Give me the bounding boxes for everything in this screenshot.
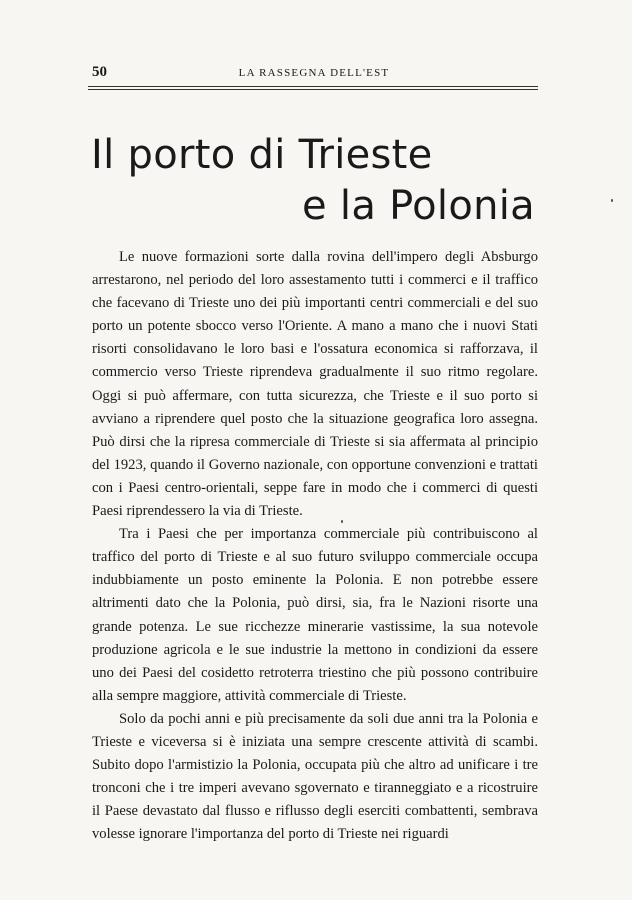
paragraph-1: Le nuove formazioni sorte dalla rovina dell'impero degli Absburgo arrestarono, nel periodo del loro assestamento tutti i commerci e il traffico che facevano di Trieste uno dei più importanti centri commerciali e del suo porto un potente sbocco verso l'Oriente. A mano a mano che i nuovi Stati risorti consolidavano le loro basi e l'ossatura economica si rafforzava, il commercio verso Trieste riprendeva gradualmente il suo ritmo regolare. Oggi si può affermare, con tutta sicurezza, che Trieste e il suo porto si avviano a riprendere quel posto che la situazione geografica loro assegna. Può dirsi che la ripresa commerciale di Trieste si sia affermata al principio del 1923, quando il Governo nazionale, con opportune convenzioni e trattati con i Paesi centro-orientali, seppe fare in modo che i commerci di questi Paesi riprendessero la via di Trieste. [92,249,538,520]
header-rule-top [88,86,538,87]
article-title-line-1: Il porto di Trieste [91,132,433,178]
article-title-line-2: e la Polonia [302,183,535,229]
page-header [92,64,536,84]
paragraph-2: Tra i Paesi che per importanza commerciale più contribuiscono al traffico del porto di Trieste e al suo futuro sviluppo commerciale occupa indubbiamente un posto eminente la Polonia. E non potrebbe essere altrimenti dato che la Polonia, può dirsi, sia, fra le Nazioni risorte una grande potenza. Le sue ricchezze minerarie vastissime, la sua notevole produzione agricola e le sue industrie la mettono in condizioni da essere uno dei Paesi del cosidetto retroterra triestino che più possono contribuire alla sempre maggiore, attività commerciale di Trieste. [92,526,538,704]
page-number: 50 [92,64,107,80]
scan-speck [341,520,343,523]
header-rule-bottom [88,89,538,90]
paragraph-3: Solo da pochi anni e più precisamente da soli due anni tra la Polonia e Trieste e viceversa si è iniziata una sempre crescente attività di scambi. Subito dopo l'armistizio la Polonia, occupata più che altro ad unificare i tre tronconi che i tre imperi avevano sgovernato e tiranneggiato e a ricostruire il Paese devastato dal flusso e riflusso degli eserciti combattenti, sembrava volesse ignorare l'importanza del porto di Trieste nei riguardi [92,710,538,843]
article-body [92,246,538,846]
scan-speck [611,199,613,202]
running-head: LA RASSEGNA DELL'EST [238,67,390,79]
